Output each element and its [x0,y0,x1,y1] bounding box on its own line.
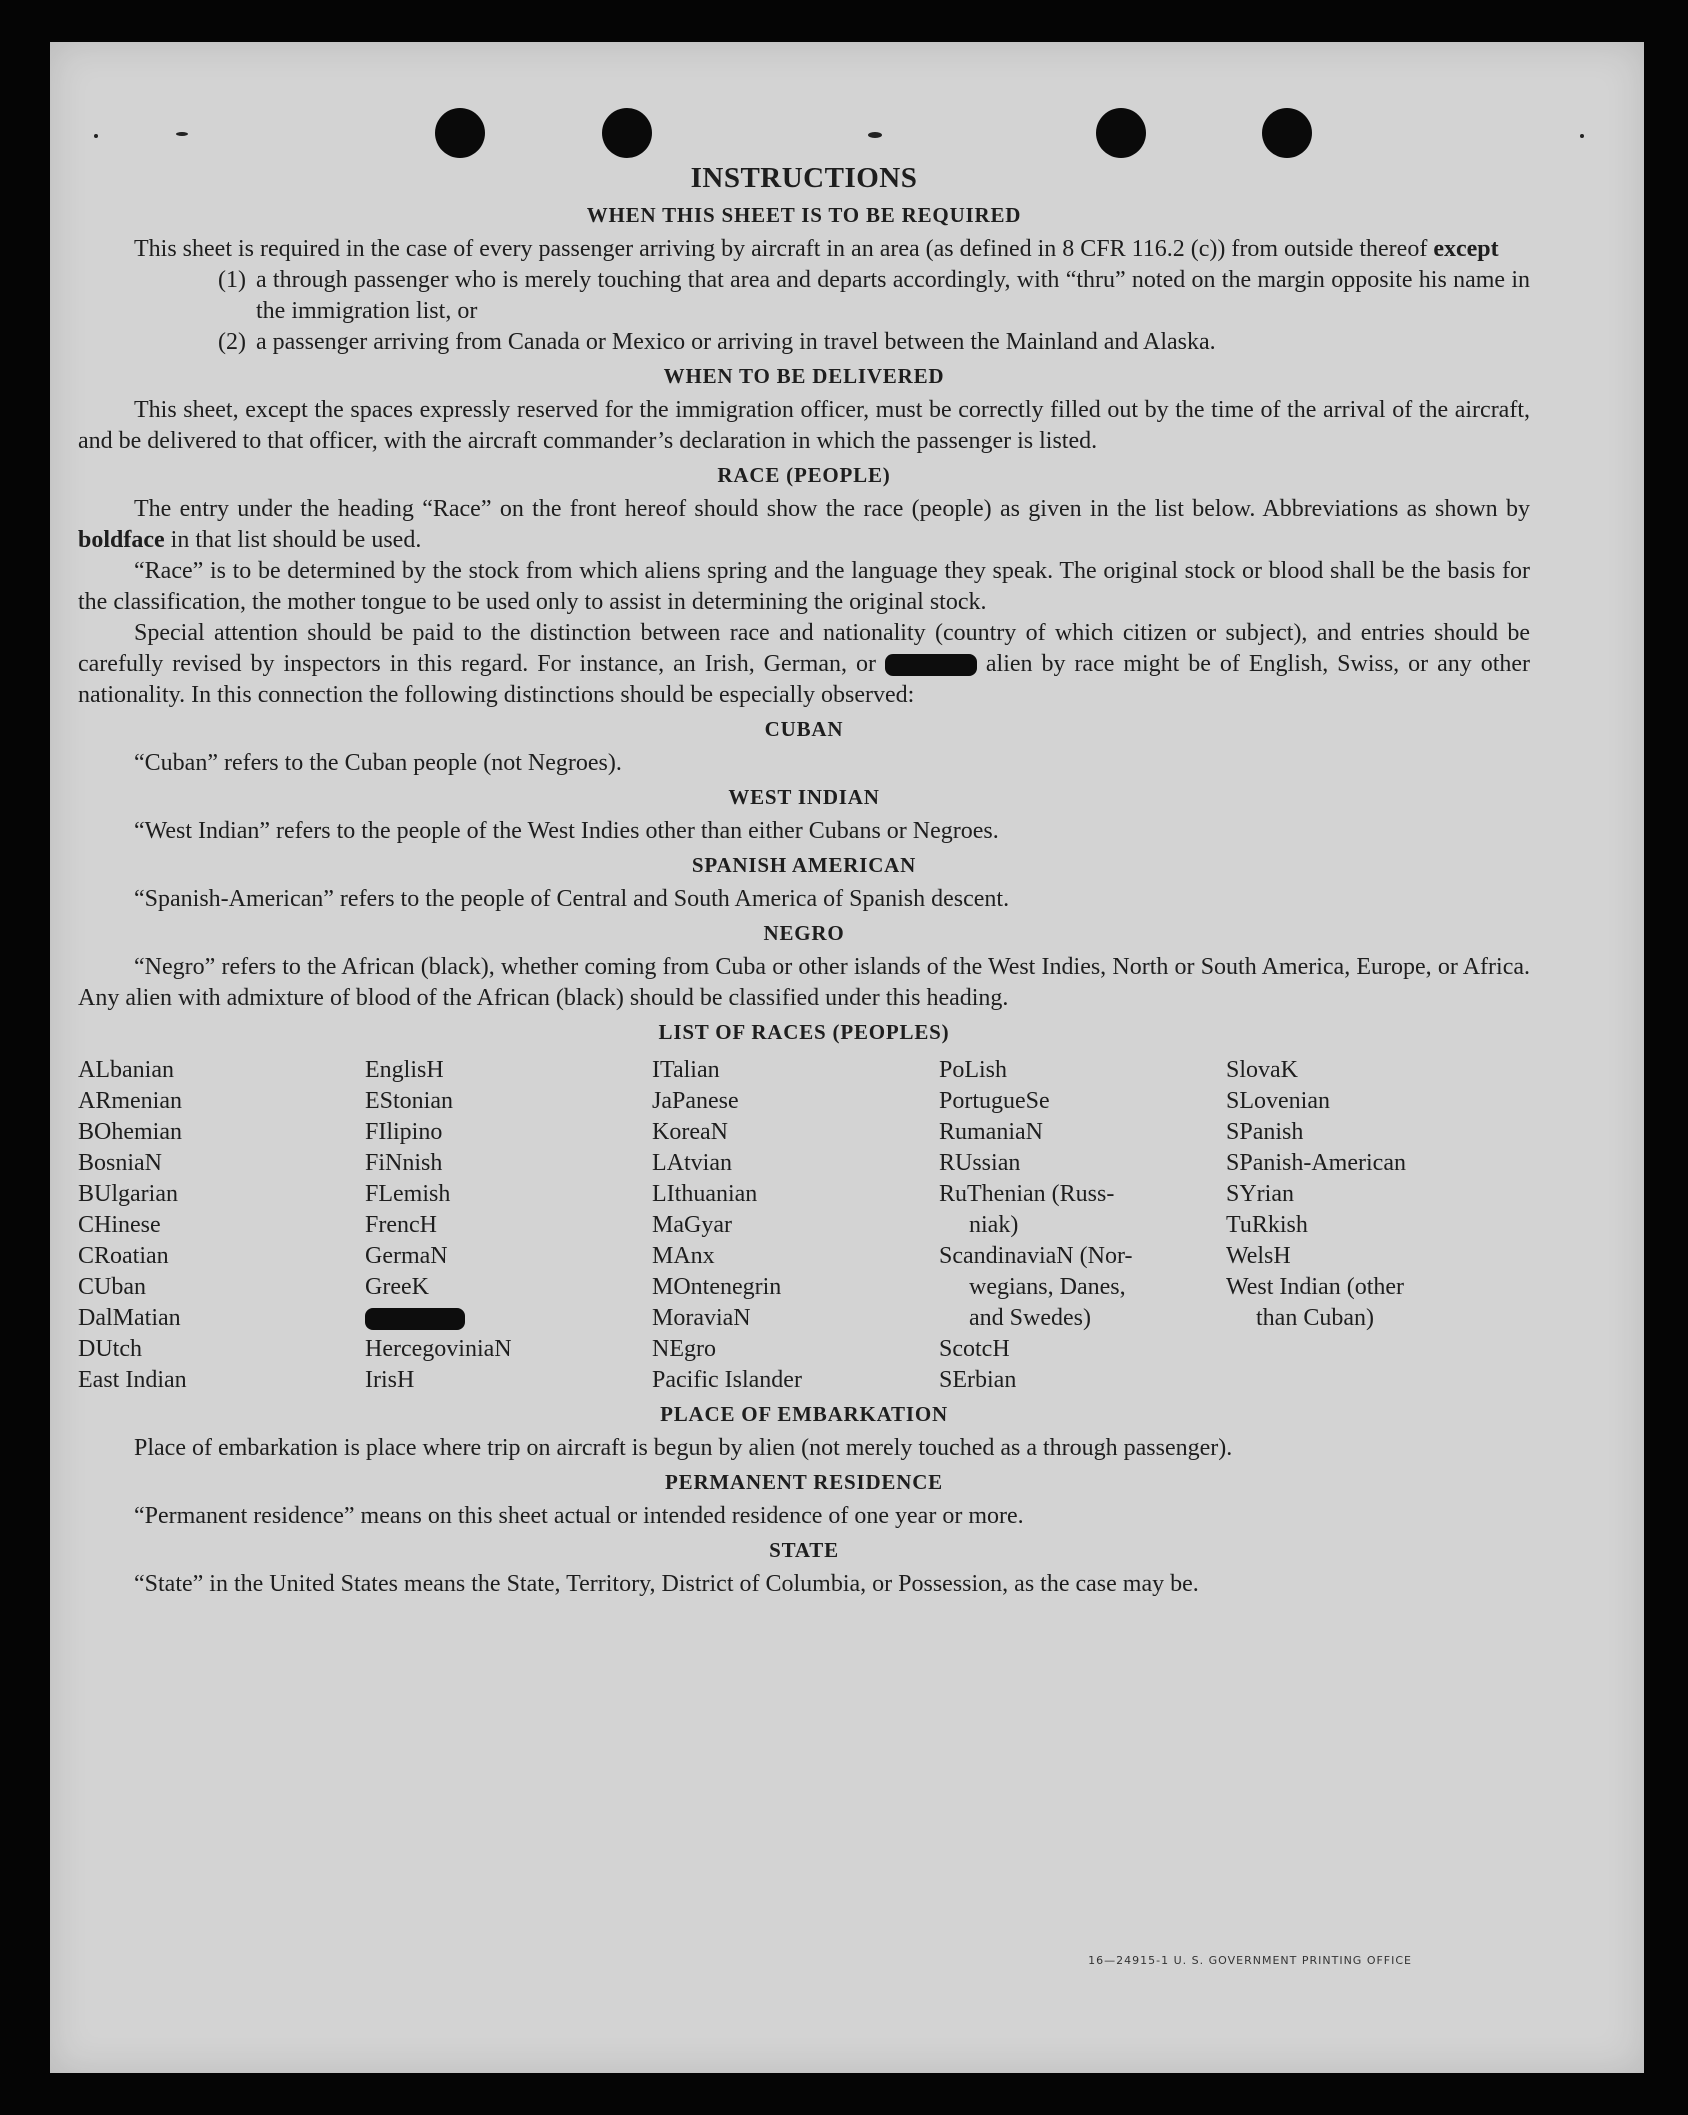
paragraph: Special attention should be paid to the distinction between race and nationality (country of which citizen or subject), and entries should be carefully revised by inspectors in this regard. For instance, an Irish, German, or alien by race might be of English, Swiss, or any other nationality. In this connection the following distinctions should be especially observed: [78,620,1531,708]
section-heading: SPANISH AMERICAN [691,853,917,877]
race-entry-redacted [365,1303,652,1334]
paragraph: “Race” is to be determined by the stock from which aliens spring and the language they speak. The original stock or blood shall be the basis for the classification, the mother tongue to be used only to assist in determining the original stock. [78,558,1530,615]
race-entry: BUlgarian [78,1181,178,1207]
race-entry: SErbian [939,1367,1017,1393]
punch-hole [435,108,485,158]
race-entry: NEgro [652,1336,716,1362]
race-entry: WelsH [1226,1243,1291,1269]
list-item: (1) a through passenger who is merely touching that area and departs accordingly, with “thru” noted on the margin opposite his name in the immigration list, or [218,267,1530,324]
paragraph: “West Indian” refers to the people of the West Indies other than either Cubans or Negroes. [134,818,999,844]
document-page [50,42,1644,2073]
paragraph: “Spanish-American” refers to the people of Central and South America of Spanish descent. [134,886,1010,912]
paragraph: “Cuban” refers to the Cuban people (not Negroes). [134,750,622,776]
race-entry: RumaniaN [939,1119,1043,1145]
punch-hole [602,108,652,158]
exception-list [78,265,1530,358]
race-entry: MAnx [652,1243,715,1269]
race-entry: and Swedes) [969,1305,1091,1331]
race-entry: SYrian [1226,1181,1294,1207]
race-entry: niak) [969,1212,1019,1238]
race-entry: JaPanese [652,1088,739,1114]
paragraph: Place of embarkation is place where trip on aircraft is begun by alien (not merely touched as a through passenger). [134,1435,1233,1461]
paragraph: “State” in the United States means the State, Territory, District of Columbia, or Possession, as the case may be. [134,1571,1199,1597]
race-entry: Pacific Islander [652,1367,802,1393]
race-entry: FrencH [365,1212,437,1238]
scan-speck [868,132,882,138]
race-entry: SPanish [1226,1119,1304,1145]
section-heading: CUBAN [764,717,844,741]
race-entry: ScandinaviaN (Nor- [939,1243,1133,1269]
paragraph: “Permanent residence” means on this sheet actual or intended residence of one year or more. [134,1503,1024,1529]
race-entry: BOhemian [78,1119,182,1145]
punch-hole [1096,108,1146,158]
race-entry: ITalian [652,1057,720,1083]
race-entry: ARmenian [78,1088,182,1114]
race-entry: RuThenian (Russ- [939,1181,1115,1207]
race-entry: ScotcH [939,1336,1010,1362]
race-entry: PoLish [939,1057,1008,1083]
section-heading: PERMANENT RESIDENCE [665,1470,943,1494]
scan-speck [1580,134,1584,138]
race-entry: MaGyar [652,1212,732,1238]
printer-imprint: 16—24915-1 U. S. GOVERNMENT PRINTING OFFICE [1088,1954,1412,1967]
race-entry: wegians, Danes, [969,1274,1126,1300]
race-entry: EnglisH [365,1057,444,1083]
races-column [1226,1055,1526,1396]
race-entry: FiNnish [365,1150,443,1176]
redaction-mark [885,654,977,676]
race-entry: CHinese [78,1212,161,1238]
section-heading: PLACE OF EMBARKATION [660,1402,948,1426]
race-entry: MOntenegrin [652,1274,782,1300]
scan-speck [176,132,188,136]
race-entry: IrisH [365,1367,415,1393]
race-entry: TuRkish [1226,1212,1308,1238]
race-entry: FIlipino [365,1119,443,1145]
race-entry: CRoatian [78,1243,169,1269]
race-entry: LAtvian [652,1150,732,1176]
section-heading: NEGRO [763,921,845,945]
race-entry: SLovenian [1226,1088,1330,1114]
race-entry: DalMatian [78,1305,181,1331]
redaction-mark [365,1308,465,1330]
races-column [365,1055,652,1396]
race-entry: EStonian [365,1088,453,1114]
race-entry: ALbanian [78,1057,174,1083]
race-entry: East Indian [78,1367,187,1393]
race-entry: RUssian [939,1150,1021,1176]
section-heading: WEST INDIAN [728,785,880,809]
race-entry: BosniaN [78,1150,162,1176]
paragraph: This sheet is required in the case of every passenger arriving by aircraft in an area (as defined in 8 CFR 116.2 (c)) from outside thereof except [134,236,1499,262]
races-column [939,1055,1226,1396]
section-heading: LIST OF RACES (PEOPLES) [658,1020,950,1044]
race-entry: West Indian (other [1226,1274,1405,1300]
race-entry: SPanish-American [1226,1150,1406,1176]
punch-hole [1262,108,1312,158]
race-entry: HercegoviniaN [365,1336,512,1362]
scan-speck [94,134,98,138]
section-heading: RACE (PEOPLE) [717,463,891,487]
race-entry: DUtch [78,1336,142,1362]
section-heading: STATE [769,1538,839,1562]
paragraph: The entry under the heading “Race” on the front hereof should show the race (people) as given in the list below. Abbreviations as shown by boldface in that list should be used. [78,496,1530,553]
races-table [78,1055,1530,1396]
race-entry: LIthuanian [652,1181,758,1207]
race-entry: GreeK [365,1274,429,1300]
race-entry: GermaN [365,1243,448,1269]
races-column [652,1055,939,1396]
race-entry: CUban [78,1274,146,1300]
paragraph: “Negro” refers to the African (black), whether coming from Cuba or other islands of the West Indies, North or South America, Europe, or Africa. Any alien with admixture of blood of the African (black) should be classified under this heading. [78,954,1530,1011]
section-heading: WHEN TO BE DELIVERED [663,364,945,388]
race-entry: MoraviaN [652,1305,751,1331]
race-entry: SlovaK [1226,1057,1298,1083]
paragraph: This sheet, except the spaces expressly reserved for the immigration officer, must be correctly filled out by the time of the arrival of the aircraft, and be delivered to that officer, with the aircraft commander’s declaration in which the passenger is listed. [78,397,1530,454]
list-item: (2) a passenger arriving from Canada or Mexico or arriving in travel between the Mainland and Alaska. [218,329,1216,355]
instructions-body [78,162,1530,1600]
race-entry: FLemish [365,1181,451,1207]
race-entry: KoreaN [652,1119,728,1145]
section-heading: WHEN THIS SHEET IS TO BE REQUIRED [586,203,1022,227]
races-column [78,1055,365,1396]
race-entry: than Cuban) [1256,1305,1374,1331]
race-entry: PortugueSe [939,1088,1050,1114]
page-title: INSTRUCTIONS [690,162,918,194]
